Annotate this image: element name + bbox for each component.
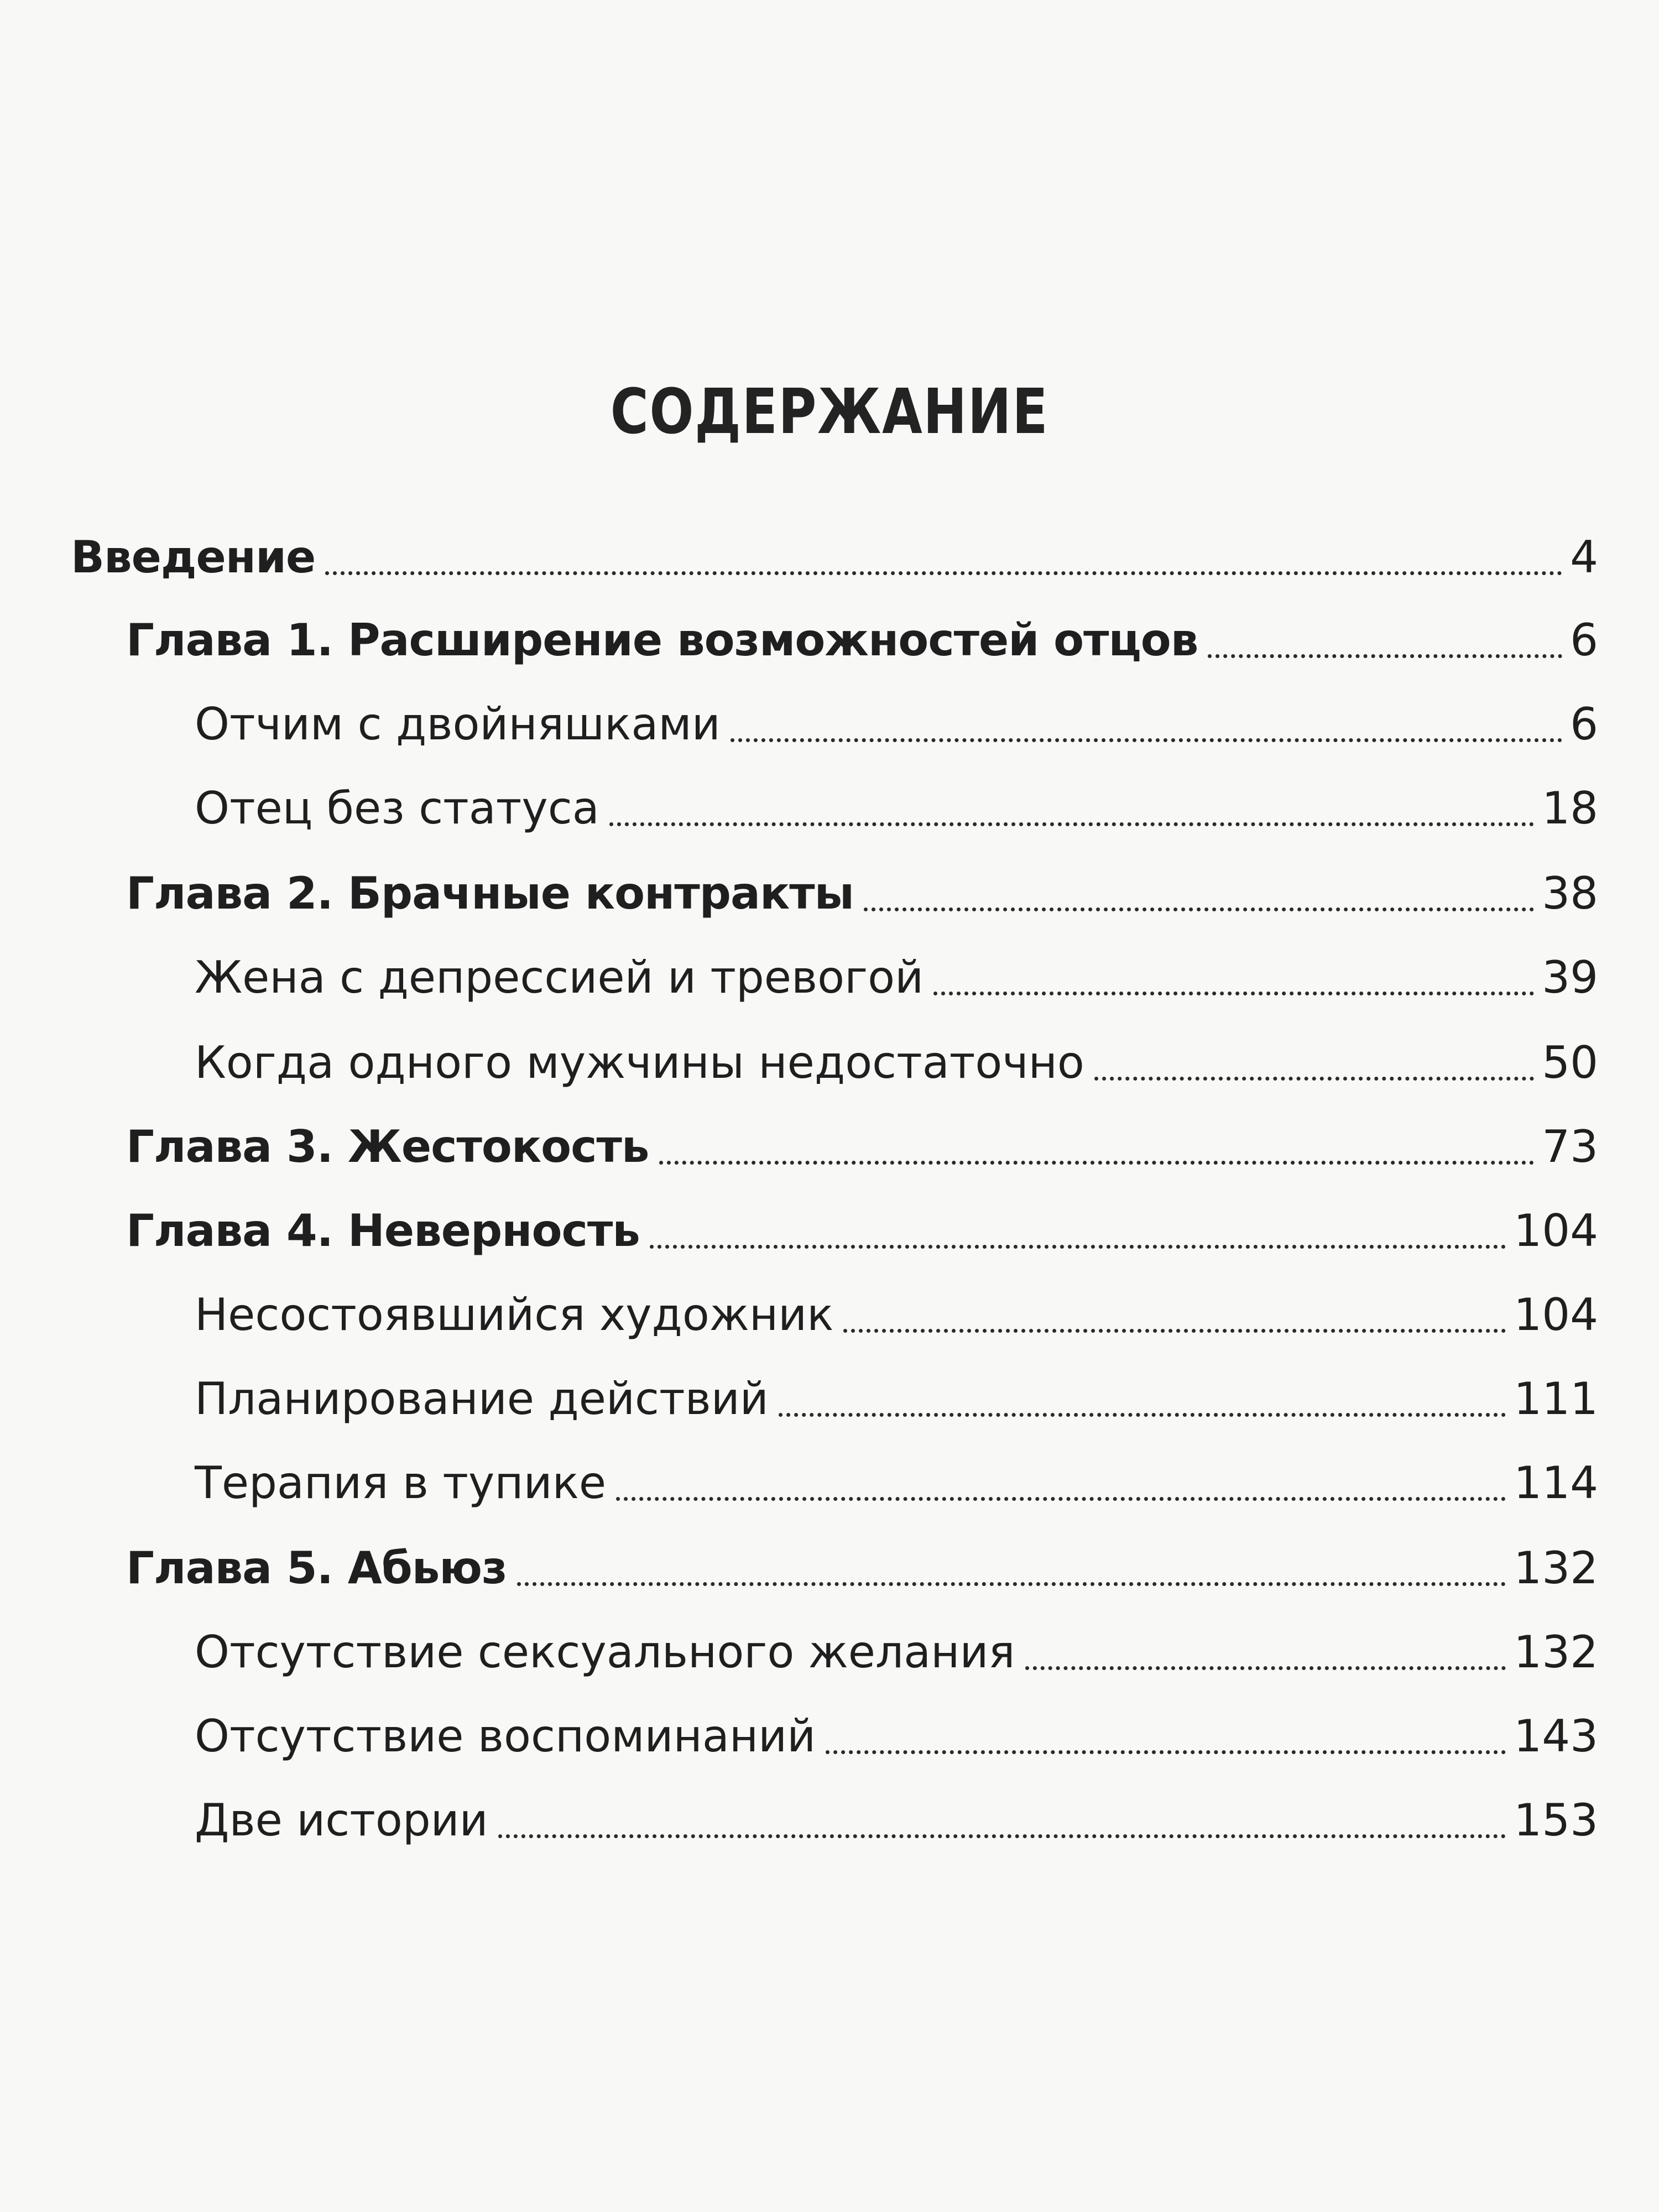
toc-entry-label: Глава 3. Жестокость (126, 1121, 649, 1172)
toc-entry-section (195, 1030, 1598, 1091)
dot-leader (1208, 654, 1562, 658)
page-title: СОДЕРЖАНИЕ (610, 376, 1049, 448)
dot-leader (650, 1245, 1506, 1249)
toc-entry-page-number: 6 (1570, 698, 1598, 750)
toc-entry-label: Планирование действий (195, 1373, 769, 1425)
dot-leader (731, 738, 1562, 742)
toc-entry-page-number: 6 (1570, 614, 1598, 666)
toc-entry-page-number: 153 (1514, 1794, 1598, 1846)
toc-entry-label: Глава 2. Брачные контракты (126, 868, 854, 919)
toc-entry-label: Отец без статуса (195, 782, 599, 834)
toc-entry-section (195, 1787, 1598, 1848)
toc-entry-page-number: 104 (1514, 1205, 1598, 1256)
toc-entry-page-number: 50 (1542, 1037, 1598, 1088)
dot-leader (843, 1329, 1506, 1333)
toc-entry-section (195, 775, 1598, 836)
dot-leader (517, 1582, 1506, 1586)
toc-entry-chapter-2 (126, 860, 1598, 921)
toc-entry-section (195, 691, 1598, 752)
toc-entry-label: Терапия в тупике (195, 1457, 607, 1509)
toc-entry-page-number: 104 (1514, 1289, 1598, 1340)
toc-entry-label: Две истории (195, 1794, 488, 1846)
dot-leader (826, 1750, 1506, 1754)
dot-leader (1025, 1666, 1506, 1670)
toc-entry-introduction (71, 524, 1598, 585)
toc-entry-page-number: 132 (1514, 1542, 1598, 1594)
toc-entry-label: Глава 1. Расширение возможностей отцов (126, 614, 1198, 666)
toc-entry-label: Отсутствие воспоминаний (195, 1710, 816, 1762)
toc-entry-label: Глава 5. Абьюз (126, 1542, 507, 1594)
toc-entry-label: Отчим с двойняшками (195, 698, 721, 750)
dot-leader (779, 1413, 1506, 1417)
dot-leader (616, 1497, 1506, 1501)
toc-entry-section (195, 1366, 1598, 1427)
toc-entry-section (195, 945, 1598, 1005)
toc-entry-page-number: 132 (1514, 1626, 1598, 1678)
dot-leader (498, 1834, 1506, 1838)
toc-entry-page-number: 38 (1542, 868, 1598, 919)
toc-entry-chapter-5 (126, 1535, 1598, 1596)
toc-entry-page-number: 111 (1514, 1373, 1598, 1425)
toc-entry-section (195, 1282, 1598, 1343)
toc-entry-chapter-4 (126, 1198, 1598, 1259)
toc-entry-label: Отсутствие сексуального желания (195, 1626, 1015, 1678)
toc-entry-page-number: 4 (1570, 531, 1598, 583)
toc-entry-chapter-1 (126, 607, 1598, 668)
toc-entry-page-number: 18 (1542, 782, 1598, 834)
toc-entry-section (195, 1703, 1598, 1764)
toc-entry-page-number: 73 (1542, 1121, 1598, 1172)
dot-leader (659, 1161, 1535, 1165)
toc-entry-label: Когда одного мужчины недостаточно (195, 1037, 1084, 1088)
toc-entry-page-number: 39 (1542, 952, 1598, 1003)
dot-leader (609, 822, 1534, 826)
toc-entry-page-number: 143 (1514, 1710, 1598, 1762)
dot-leader (325, 571, 1562, 575)
toc-entry-label: Жена с депрессией и тревогой (195, 952, 924, 1003)
toc-entry-section (195, 1619, 1598, 1680)
toc-entry-label: Глава 4. Неверность (126, 1205, 640, 1256)
dot-leader (864, 907, 1534, 911)
toc-entry-chapter-3 (126, 1114, 1598, 1175)
toc-entry-label: Несостоявшийся художник (195, 1289, 834, 1340)
toc-entry-page-number: 114 (1514, 1457, 1598, 1509)
toc-entry-section (195, 1450, 1598, 1511)
dot-leader (1094, 1077, 1534, 1081)
dot-leader (933, 992, 1534, 995)
toc-entry-label: Введение (71, 531, 316, 583)
